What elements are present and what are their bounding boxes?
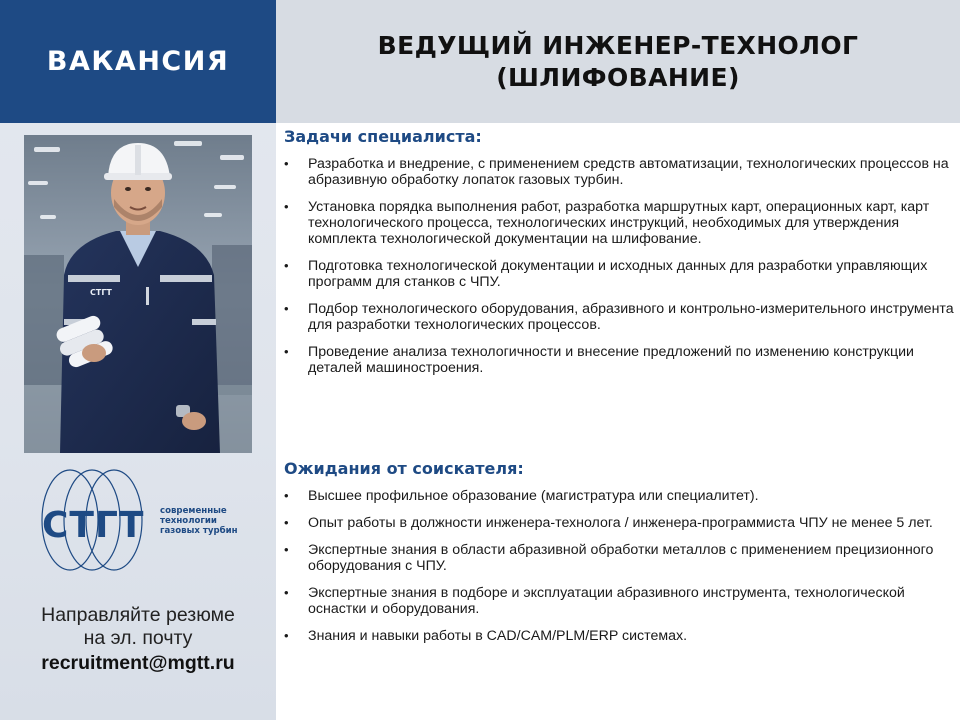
list-item: • Высшее профильное образование (магистратура или специалитет). <box>284 488 954 504</box>
contact-line2: на эл. почту <box>83 627 193 649</box>
expectations-section <box>284 459 954 655</box>
list-item: • Установка порядка выполнения работ, разработка маршрутных карт, операционных карт, карт технологического процесса, технологических инструкций, необходимых для утверждения комплекта технологической документации на шлифование. <box>284 199 954 247</box>
contact-email[interactable]: recruitment@mgtt.ru <box>41 652 235 674</box>
engineer-illustration <box>24 135 252 453</box>
job-title-header <box>276 0 960 123</box>
list-item: • Экспертные знания в области абразивной обработки металлов с применением прецизионного оборудования с ЧПУ. <box>284 542 954 574</box>
contact-block <box>0 604 276 676</box>
vacancy-badge <box>0 0 276 123</box>
job-title-line1: ВЕДУЩИЙ ИНЖЕНЕР-ТЕХНОЛОГ <box>377 30 859 60</box>
logo-tagline <box>160 506 260 536</box>
list-item: • Экспертные знания в подборе и эксплуатации абразивного инструмента, технологической оснастки и оборудования. <box>284 585 954 617</box>
left-column <box>0 0 276 720</box>
tasks-list <box>284 156 954 376</box>
job-title-line2: (ШЛИФОВАНИЕ) <box>496 62 740 92</box>
expectations-list <box>284 488 954 644</box>
list-item: • Опыт работы в должности инженера-технолога / инженера-программиста ЧПУ не менее 5 лет. <box>284 515 954 531</box>
tasks-section <box>284 127 954 387</box>
vacancy-badge-label: ВАКАНСИЯ <box>46 46 230 77</box>
logo-tagline-line2: технологии <box>160 516 217 526</box>
chest-label: СТГТ <box>90 288 112 297</box>
list-item: • Подбор технологического оборудования, абразивного и контрольно-измерительного инструмента для разработки технологических процессов. <box>284 301 954 333</box>
engineer-photo <box>24 135 252 453</box>
contact-line1: Направляйте резюме <box>41 604 235 626</box>
list-item: • Проведение анализа технологичности и внесение предложений по изменению конструкции деталей машиностроения. <box>284 344 954 376</box>
logo-wordmark: СТГТ <box>42 505 145 546</box>
list-item: • Разработка и внедрение, с применением средств автоматизации, технологических процессов на абразивную обработку лопаток газовых турбин. <box>284 156 954 188</box>
logo-tagline-line1: современные <box>160 506 227 516</box>
list-item: • Знания и навыки работы в CAD/CAM/PLM/ERP системах. <box>284 628 954 644</box>
company-logo <box>40 468 260 578</box>
list-item: • Подготовка технологической документации и исходных данных для разработки управляющих программ для станков с ЧПУ. <box>284 258 954 290</box>
tasks-heading: Задачи специалиста: <box>284 127 482 146</box>
expectations-heading: Ожидания от соискателя: <box>284 459 524 478</box>
logo-tagline-line3: газовых турбин <box>160 526 238 536</box>
